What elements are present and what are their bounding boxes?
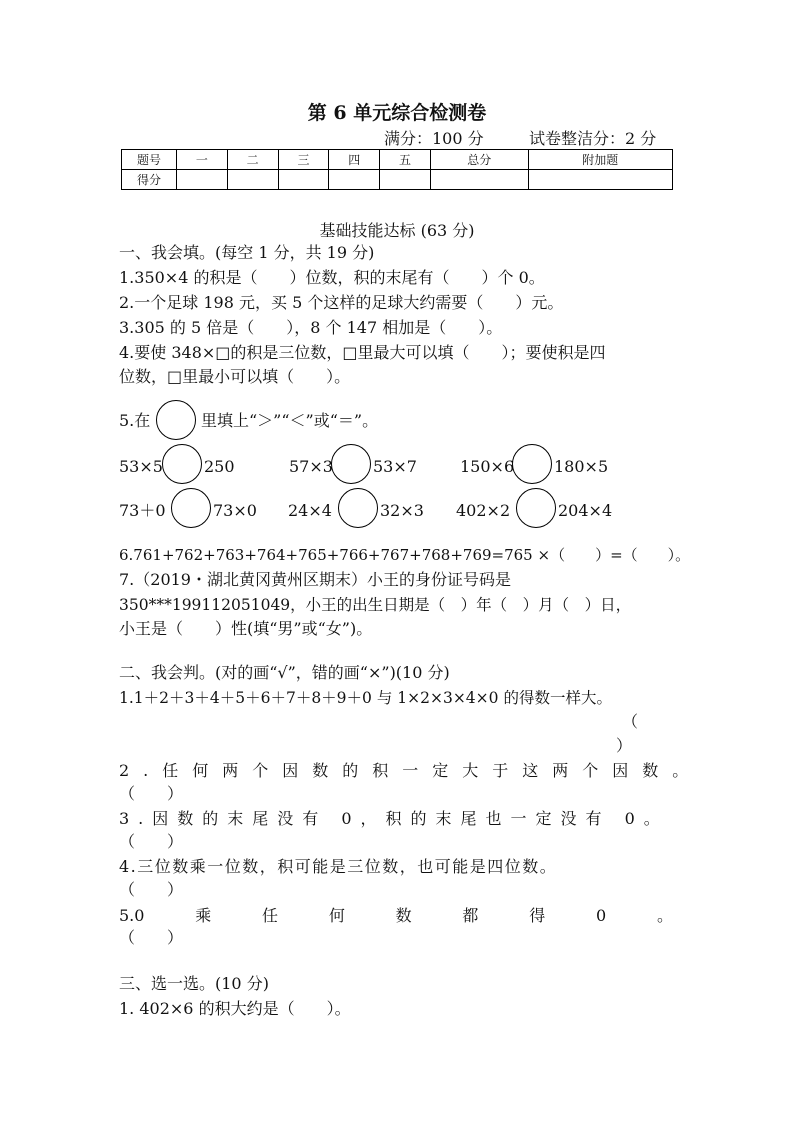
question-1-7-line1 <box>119 569 673 591</box>
score-table-header-row <box>122 150 673 170</box>
answer-paren: （ ） <box>119 880 184 899</box>
answer-circle[interactable] <box>338 488 378 528</box>
question-2-5-part: 任 <box>262 906 279 925</box>
answer-circle[interactable] <box>156 400 196 440</box>
question-2-1-paren-close: ） <box>616 736 633 755</box>
question-1-6: 6.761+762+763+764+765+766+767+768+769=765 ×（ ）=（ ）。 <box>119 546 691 564</box>
page-title: 第 6 单元综合检测卷 <box>307 102 487 124</box>
question-2-5-part: 乘 <box>195 906 212 925</box>
question-3-1: 1. 402×6 的积大约是（ ）。 <box>119 999 351 1018</box>
score-entry-cell[interactable] <box>278 170 329 190</box>
answer-circle[interactable] <box>331 444 371 484</box>
compare-left: 402×2 <box>456 501 511 520</box>
answer-circle[interactable] <box>516 488 556 528</box>
answer-paren: （ ） <box>119 928 184 947</box>
answer-circle[interactable] <box>171 488 211 528</box>
table-cell: 五 <box>380 150 431 170</box>
question-2-1: 1.1＋2＋3＋4＋5＋6＋7＋8＋9＋0 与 1×2×3×4×0 的得数一样大。 <box>119 689 612 707</box>
score-entry-cell[interactable] <box>227 170 278 190</box>
compare-left: 150×6 <box>460 457 515 476</box>
table-cell: 得分 <box>122 170 177 190</box>
part3-heading: 三、选一选。(10 分) <box>119 974 269 993</box>
compare-right: 53×7 <box>373 457 417 476</box>
table-cell: 二 <box>227 150 278 170</box>
part2-heading: 二、我会判。(对的画“√”，错的画“×”)(10 分) <box>119 663 450 682</box>
question-2-5-part: 何 <box>328 906 345 925</box>
compare-right: 32×3 <box>380 501 424 520</box>
question-2-2-text: 2.任何两个因数的积一定大于这两个因数。 <box>119 761 703 780</box>
score-entry-cell[interactable] <box>329 170 380 190</box>
part1-heading: 一、我会填。(每空 1 分，共 19 分) <box>119 243 375 262</box>
compare-right: 204×4 <box>558 501 613 520</box>
question-1-3: 3.305 的 5 倍是（ ），8 个 147 相加是（ ）。 <box>119 318 503 337</box>
table-cell: 一 <box>177 150 228 170</box>
section-basic-heading: 基础技能达标 (63 分) <box>319 221 475 240</box>
neatness-score: 试卷整洁分：2 分 <box>529 129 657 148</box>
table-cell: 三 <box>278 150 329 170</box>
question-1-4-line1: 4.要使 348×□的积是三位数，□里最大可以填（ ）；要使积是四 <box>119 343 606 362</box>
question-2-5-part: 都 <box>462 906 479 925</box>
question-1-5-instruction: 里填上“＞”“＜”或“＝”。 <box>201 411 379 430</box>
question-2-5-part: 5.0 <box>119 906 145 925</box>
compare-right: 180×5 <box>554 457 609 476</box>
question-2-2 <box>119 760 703 782</box>
table-cell: 附加题 <box>528 150 672 170</box>
table-cell: 题号 <box>122 150 177 170</box>
full-score: 满分：100 分 <box>384 129 484 148</box>
question-1-5-prefix: 5.在 <box>119 411 151 430</box>
score-table-score-row <box>122 170 673 190</box>
table-cell: 四 <box>329 150 380 170</box>
question-2-5 <box>119 905 673 927</box>
compare-right: 250 <box>204 457 235 476</box>
question-1-7-line2: 350***199112051049，小王的出生日期是（ ）年（ ）月（ ）日， <box>119 596 632 614</box>
question-1-2: 2.一个足球 198 元，买 5 个这样的足球大约需要（ ）元。 <box>119 293 564 312</box>
compare-left: 24×4 <box>288 501 332 520</box>
answer-circle[interactable] <box>512 444 552 484</box>
question-2-5-part: 0 <box>596 906 607 925</box>
question-1-1: 1.350×4 的积是（ ）位数，积的末尾有（ ）个 0。 <box>119 268 545 287</box>
answer-circle[interactable] <box>162 444 202 484</box>
table-cell: 总分 <box>430 150 528 170</box>
question-2-5-part: 得 <box>529 906 546 925</box>
question-2-5-part: 。 <box>656 906 673 925</box>
compare-left: 53×5 <box>119 457 163 476</box>
question-2-3: 3.因数的末尾没有 0，积的末尾也一定没有 0。 <box>119 809 669 828</box>
score-entry-cell[interactable] <box>528 170 672 190</box>
score-table <box>121 149 673 190</box>
answer-paren: （ ） <box>119 784 184 803</box>
score-entry-cell[interactable] <box>430 170 528 190</box>
answer-paren: （ ） <box>119 832 184 851</box>
score-entry-cell[interactable] <box>380 170 431 190</box>
question-1-4-line2: 位数，□里最小可以填（ ）。 <box>119 367 351 386</box>
compare-left: 73＋0 <box>119 501 166 520</box>
question-2-1-paren-open: （ <box>622 712 639 731</box>
compare-right: 73×0 <box>213 501 257 520</box>
question-1-7-line3: 小王是（ ）性(填“男”或“女”)。 <box>119 619 373 638</box>
question-2-5-part: 数 <box>395 906 412 925</box>
question-1-7-text: 7.（2019・湖北黄冈黄州区期末）小王的身份证号码是 <box>119 570 511 589</box>
compare-left: 57×3 <box>289 457 333 476</box>
score-entry-cell[interactable] <box>177 170 228 190</box>
question-2-4: 4.三位数乘一位数，积可能是三位数，也可能是四位数。 <box>119 857 558 876</box>
